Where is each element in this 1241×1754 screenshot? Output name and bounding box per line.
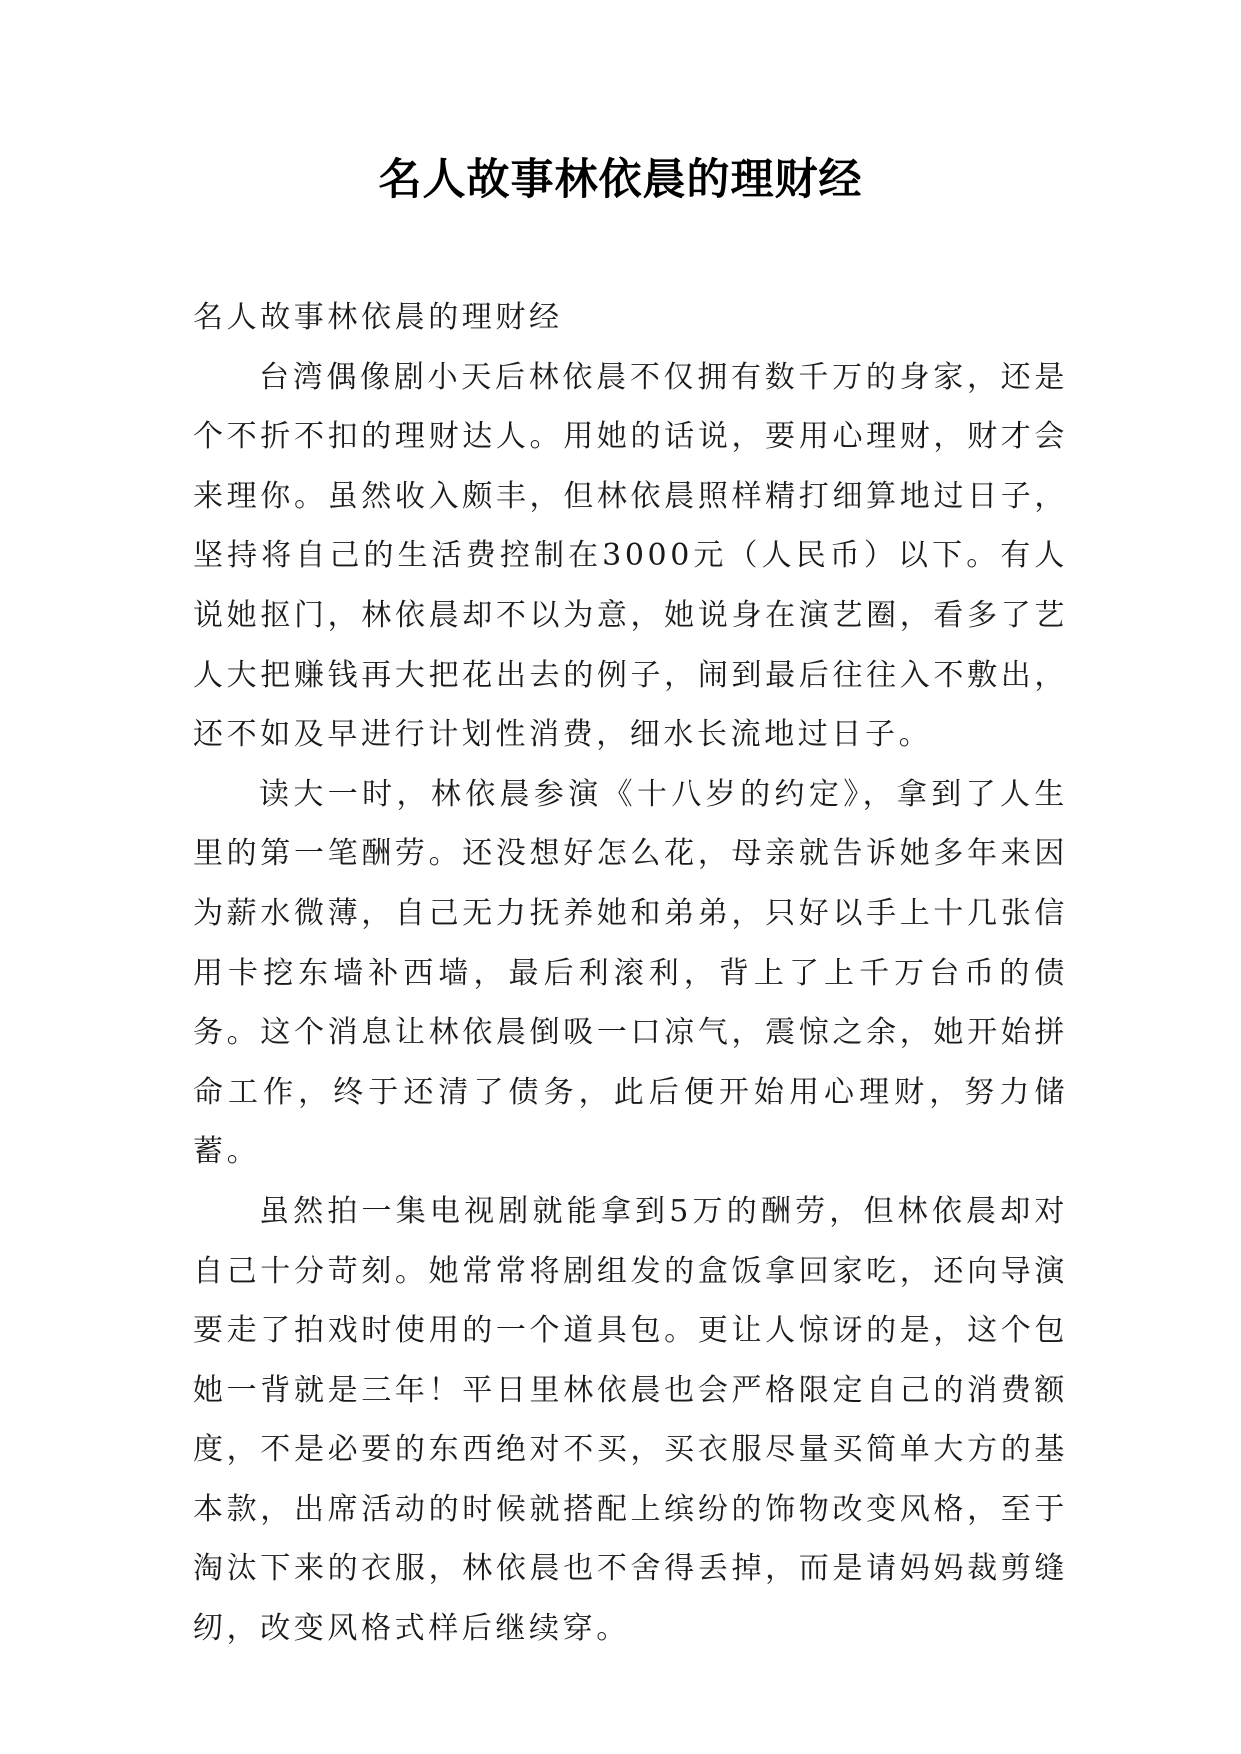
document-body (193, 288, 1068, 1659)
paragraph-1: 台湾偶像剧小天后林依晨不仅拥有数千万的身家，还是个不折不扣的理财达人。用她的话说，要用心理财，财才会来理你。虽然收入颇丰，但林依晨照样精打细算地过日子，坚持将自己的生活费控制在3000元（人民币）以下。有人说她抠门，林依晨却不以为意，她说身在演艺圈，看多了艺人大把赚钱再大把花出去的例子，闹到最后往往入不敷出，还不如及早进行计划性消费，细水长流地过日子。 (193, 359, 1068, 753)
document-title: 名人故事林依晨的理财经 (378, 155, 863, 205)
paragraph-3: 虽然拍一集电视剧就能拿到5万的酬劳，但林依晨却对自己十分苛刻。她常常将剧组发的盒饭拿回家吃，还向导演要走了拍戏时使用的一个道具包。更让人惊讶的是，这个包她一背就是三年！平日里林依晨也会严格限定自己的消费额度，不是必要的东西绝对不买，买衣服尽量买简单大方的基本款，出席活动的时候就搭配上缤纷的饰物改变风格，至于淘汰下来的衣服，林依晨也不舍得丢掉，而是请妈妈裁剪缝纫，改变风格式样后继续穿。 (193, 1193, 1068, 1647)
document-subtitle: 名人故事林依晨的理财经 (193, 300, 563, 335)
paragraph-2: 读大一时，林依晨参演《十八岁的约定》，拿到了人生里的第一笔酬劳。还没想好怎么花，母亲就告诉她多年来因为薪水微薄，自己无力抚养她和弟弟，只好以手上十几张信用卡挖东墙补西墙，最后利滚利，背上了上千万台币的债务。这个消息让林依晨倒吸一口凉气，震惊之余，她开始拼命工作，终于还清了债务，此后便开始用心理财，努力储蓄。 (193, 776, 1068, 1170)
